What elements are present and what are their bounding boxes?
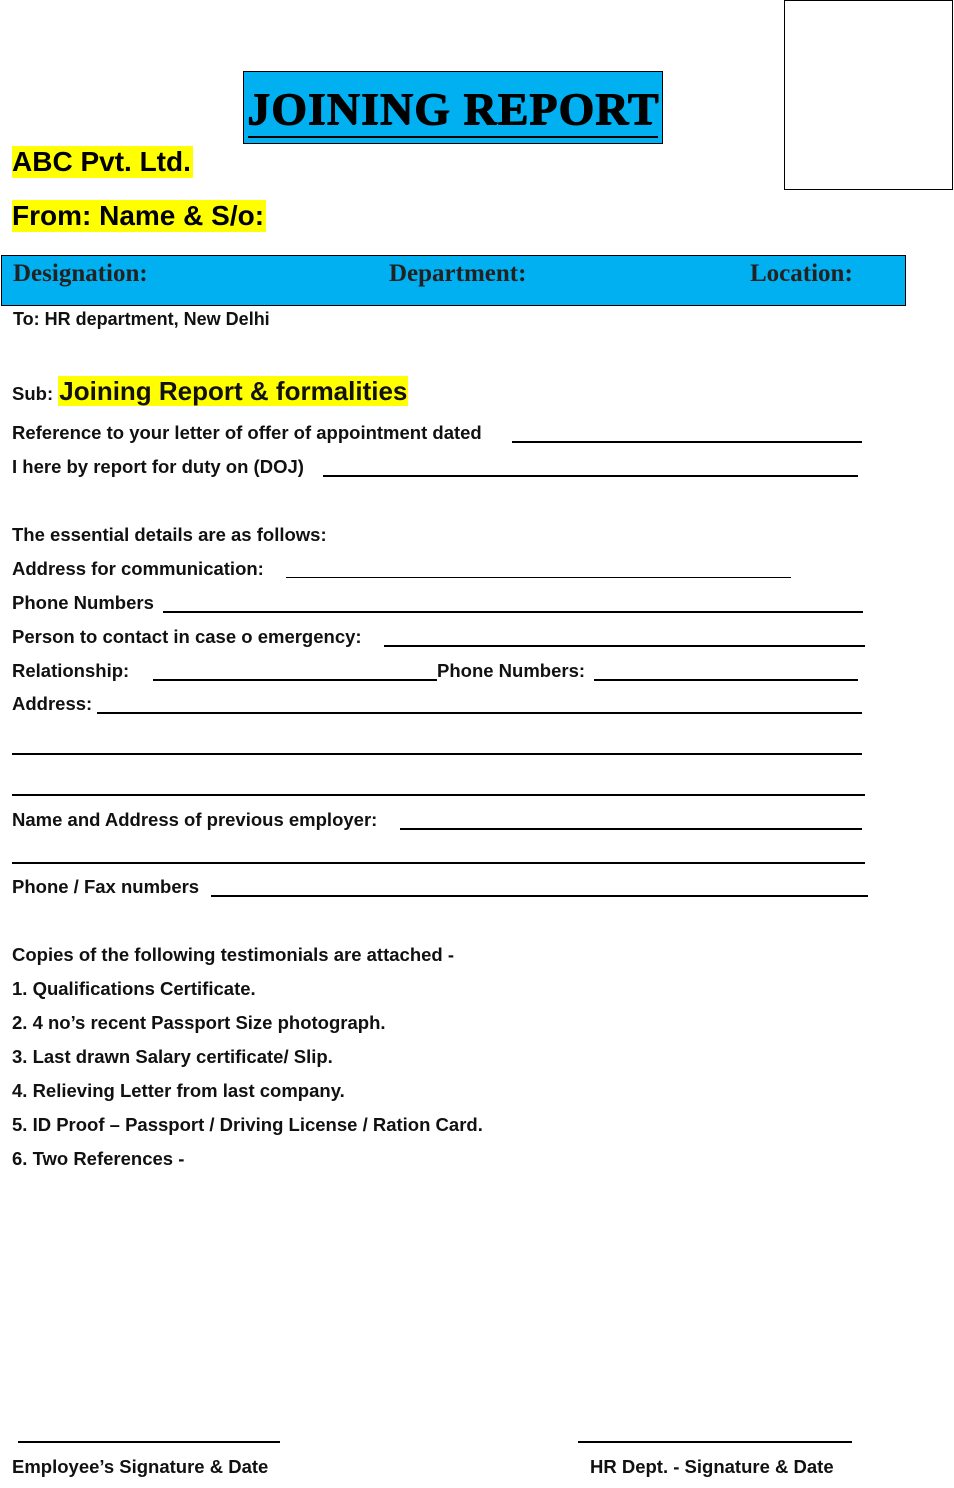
location-label: Location:: [750, 260, 853, 287]
subject-line: [12, 374, 408, 411]
relation-phone-line[interactable]: [594, 679, 858, 681]
photo-placeholder-box: [784, 0, 953, 190]
testimonial-item: 4. Relieving Letter from last company.: [12, 1080, 345, 1101]
testimonial-item: 3. Last drawn Salary certificate/ Slip.: [12, 1046, 333, 1067]
from-name-field: From: Name & S/o:: [12, 200, 265, 231]
employee-signature-label: Employee’s Signature & Date: [12, 1456, 269, 1477]
subject-text: Joining Report & formalities: [59, 376, 408, 406]
previous-employer-label: Name and Address of previous employer:: [12, 809, 378, 830]
title-underline: [248, 136, 658, 138]
relation-phone-label: Phone Numbers:: [437, 660, 586, 681]
details-heading: The essential details are as follows:: [12, 524, 327, 545]
designation-label: Designation:: [13, 260, 148, 287]
testimonial-item: 1. Qualifications Certificate.: [12, 978, 256, 999]
company-name: ABC Pvt. Ltd.: [12, 146, 191, 177]
emergency-contact-line[interactable]: [384, 645, 865, 647]
emergency-contact-label: Person to contact in case o emergency:: [12, 626, 362, 647]
address-label: Address for communication:: [12, 558, 264, 579]
title-banner: [243, 71, 663, 144]
doj-label: I here by report for duty on (DOJ): [12, 456, 304, 477]
hr-signature-label: HR Dept. - Signature & Date: [590, 1456, 834, 1477]
document-title: JOINING REPORT: [246, 83, 660, 134]
address-line[interactable]: [286, 577, 791, 578]
relationship-line[interactable]: [153, 679, 437, 681]
testimonials-heading: Copies of the following testimonials are attached -: [12, 944, 455, 965]
doj-line[interactable]: [323, 475, 858, 477]
emergency-address-line-3[interactable]: [12, 794, 865, 796]
testimonial-item: 5. ID Proof – Passport / Driving License / Ration Card.: [12, 1114, 483, 1135]
phone-label: Phone Numbers: [12, 592, 154, 613]
phone-fax-line[interactable]: [211, 895, 868, 897]
to-line: To: HR department, New Delhi: [13, 309, 270, 329]
emergency-address-line-1[interactable]: [97, 712, 862, 714]
testimonial-item: 6. Two References -: [12, 1148, 185, 1169]
relationship-label: Relationship:: [12, 660, 130, 681]
phone-line[interactable]: [163, 611, 863, 613]
reference-label: Reference to your letter of offer of appointment dated: [12, 422, 482, 443]
emergency-address-line-2[interactable]: [12, 753, 862, 755]
previous-employer-line-2[interactable]: [12, 862, 865, 864]
previous-employer-line-1[interactable]: [400, 828, 862, 830]
testimonial-item: 2. 4 no’s recent Passport Size photograph.: [12, 1012, 386, 1033]
hr-signature-line[interactable]: [578, 1441, 852, 1443]
emergency-address-label: Address:: [12, 693, 93, 714]
department-label: Department:: [389, 260, 527, 287]
phone-fax-label: Phone / Fax numbers: [12, 876, 200, 897]
reference-date-line[interactable]: [512, 441, 862, 443]
subject-prefix: Sub:: [12, 383, 54, 404]
info-bar: [1, 255, 906, 306]
employee-signature-line[interactable]: [18, 1441, 280, 1443]
